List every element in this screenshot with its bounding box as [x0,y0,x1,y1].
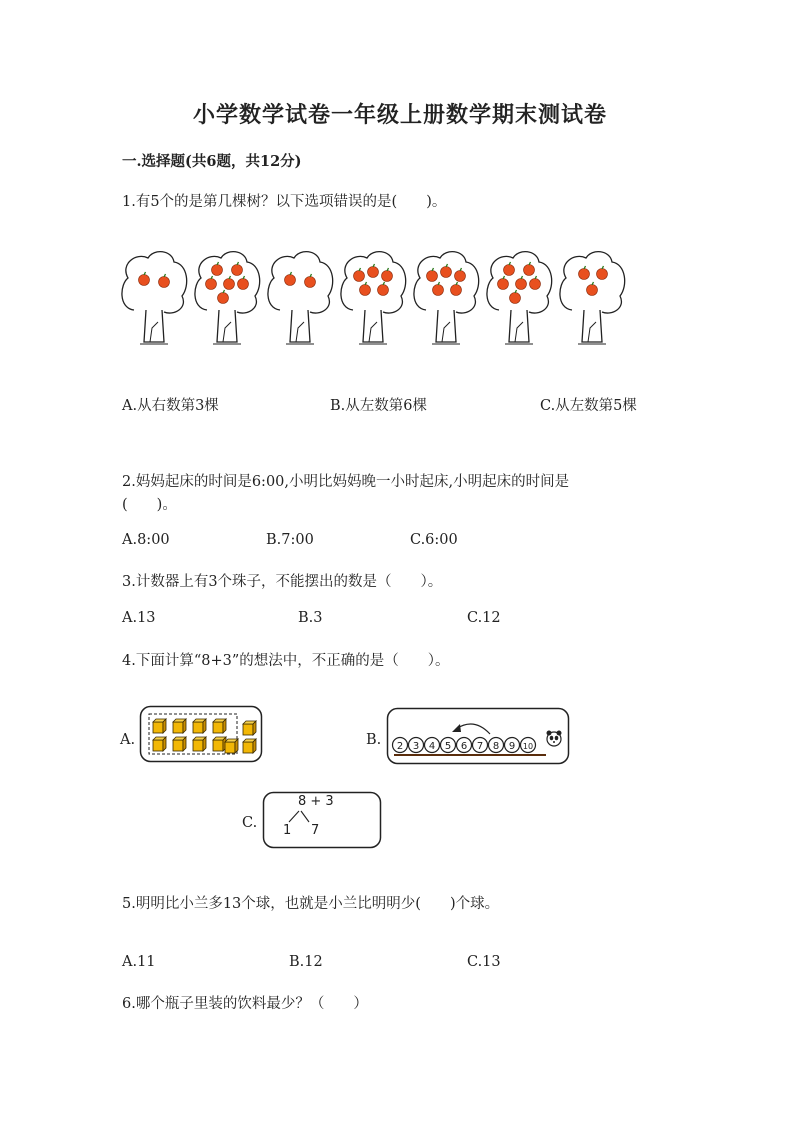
apple-icon [232,265,243,276]
apple-icon [360,285,371,296]
apple-icon [498,279,509,290]
question-4-text: 4.下面计算“8+3”的想法中，不正确的是（ ）。 [122,653,450,669]
cube-icon [193,719,206,733]
apple-icon [382,271,393,282]
question-3-option-c[interactable]: C.12 [467,610,501,626]
question-5-option-a[interactable]: A.11 [122,954,156,970]
apple-icon [510,293,521,304]
apple-icon [433,285,444,296]
question-4-label-a[interactable]: A. [120,732,136,748]
number-circle [393,738,408,753]
question-1-option-b[interactable]: B.从左数第6棵 [330,398,427,414]
question-2-text-line2: ( )。 [122,497,177,513]
apple-icon [224,279,235,290]
question-5-option-c[interactable]: C.13 [467,954,501,970]
question-1-option-c[interactable]: C.从左数第5棵 [540,398,637,414]
apple-icon [354,271,365,282]
split-left-number: 1 [283,823,292,838]
svg-text:8: 8 [492,741,500,752]
cube-icon [213,737,226,751]
split-top-expression: 8 + 3 [298,794,334,809]
question-1-option-a[interactable]: A.从右数第3棵 [122,398,219,414]
page-title: 小学数学试卷一年级上册数学期末测试卷 [192,102,607,128]
apple-tree [487,252,552,344]
cube-icon [173,719,186,733]
question-5-text: 5.明明比小兰多13个球，也就是小兰比明明少( )个球。 [122,896,500,912]
apple-tree [560,252,625,344]
question-3-text: 3.计数器上有3个珠子，不能摆出的数是（ ）。 [122,574,443,590]
apple-icon [212,265,223,276]
question-5-option-b[interactable]: B.12 [289,954,323,970]
apple-icon [206,279,217,290]
apple-icon [378,285,389,296]
blocks-figure [139,705,263,763]
svg-text:7: 7 [476,741,484,752]
question-6-text: 6.哪个瓶子里装的饮料最少？（ ） [122,996,368,1012]
apple-tree [268,252,333,344]
panda-icon [547,731,562,747]
apple-trees-figure [120,248,640,356]
split-right-number: 7 [311,823,320,838]
apple-icon [587,285,598,296]
cube-icon [213,719,226,733]
apple-icon [504,265,515,276]
number-circle [505,738,520,753]
apple-icon [218,293,229,304]
svg-text:4: 4 [428,741,436,752]
apple-icon [139,275,150,286]
apple-icon [597,269,608,280]
apple-icon [427,271,438,282]
svg-text:6: 6 [460,741,468,752]
question-3-option-a[interactable]: A.13 [122,610,156,626]
question-4-label-c[interactable]: C. [242,815,258,831]
svg-text:10: 10 [522,742,534,751]
cube-icon [193,737,206,751]
cube-icon [225,739,238,753]
apple-icon [285,275,296,286]
cube-icon [173,737,186,751]
svg-text:9: 9 [508,741,516,752]
number-line-figure [386,707,570,765]
apple-icon [516,279,527,290]
cube-icon [153,737,166,751]
number-circle [441,738,456,753]
jump-arrow-line [456,724,490,734]
svg-text:3: 3 [412,741,420,752]
apple-icon [530,279,541,290]
jump-arrow-head [452,724,461,732]
apple-icon [524,265,535,276]
question-2-text-line1: 2.妈妈起床的时间是6:00,小明比妈妈晚一小时起床,小明起床的时间是 [122,474,570,490]
question-3-option-b[interactable]: B.3 [298,610,323,626]
cube-icon [243,721,256,735]
apple-icon [455,271,466,282]
apple-icon [368,267,379,278]
question-4-label-b[interactable]: B. [366,732,382,748]
svg-text:5: 5 [444,741,452,752]
apple-icon [451,285,462,296]
number-circle [409,738,424,753]
number-circle [489,738,504,753]
apple-icon [579,269,590,280]
number-circle [521,738,536,753]
apple-tree [341,252,406,344]
apple-icon [441,267,452,278]
number-circle [457,738,472,753]
question-1-text: 1.有5个的是第几棵树？以下选项错误的是( )。 [122,194,447,210]
cube-icon [243,739,256,753]
apple-icon [238,279,249,290]
question-2-option-c[interactable]: C.6:00 [410,532,458,548]
number-circle [473,738,488,753]
number-circle [425,738,440,753]
svg-text:2: 2 [396,741,404,752]
section-heading: 一.选择题(共6题，共12分) [122,153,302,170]
apple-icon [159,277,170,288]
cube-icon [153,719,166,733]
apple-icon [305,277,316,288]
apple-tree [414,252,479,344]
question-2-option-b[interactable]: B.7:00 [266,532,314,548]
question-2-option-a[interactable]: A.8:00 [122,532,170,548]
apple-tree [195,252,260,344]
apple-tree [122,252,187,344]
